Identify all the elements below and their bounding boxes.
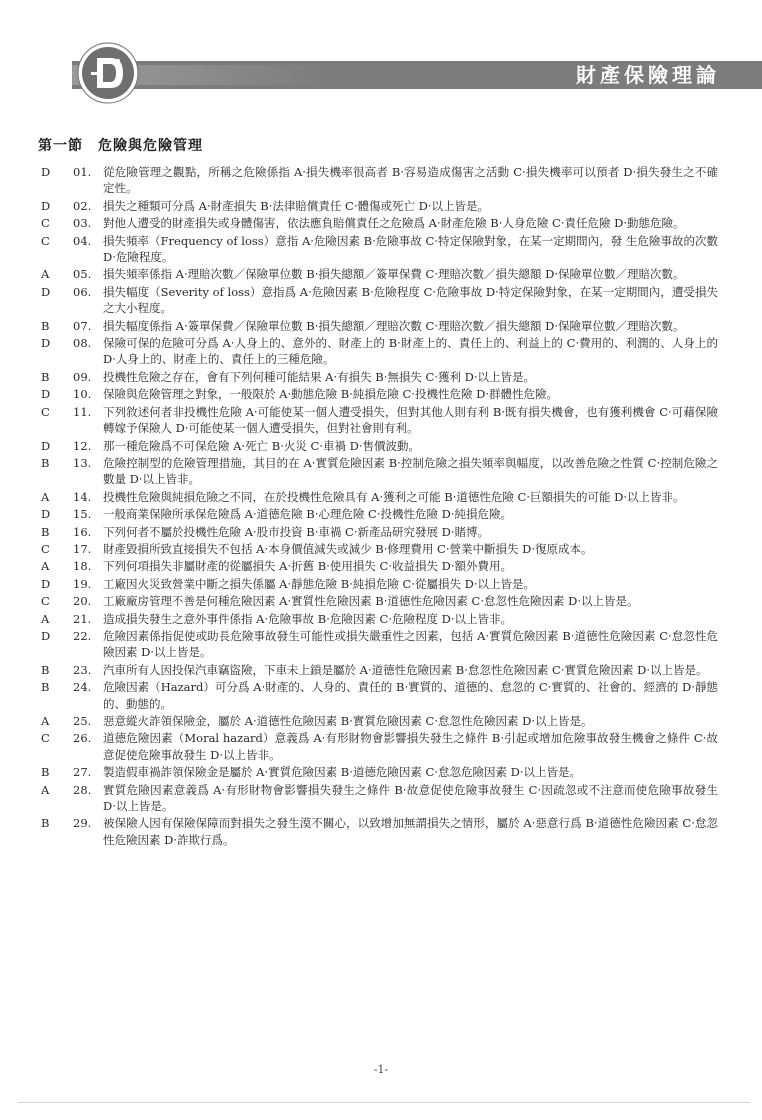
question-number: 13. — [73, 455, 92, 470]
question-item — [0, 198, 762, 214]
question-number: 07. — [73, 318, 92, 333]
answer-key: D — [41, 628, 51, 643]
question-text: 從危險管理之觀點，所稱之危險係指 A‧損失機率很高者 B‧容易造成傷害之活動 C‧損失機率可以預者 D‧損失發生之不確定性。 — [103, 165, 718, 196]
question-item — [0, 266, 762, 282]
question-item — [0, 730, 762, 763]
answer-key: C — [41, 594, 50, 609]
question-item — [0, 386, 762, 402]
question-item — [0, 335, 762, 368]
answer-key: B — [41, 680, 50, 695]
question-number: 15. — [73, 507, 92, 522]
question-number: 04. — [73, 233, 92, 248]
question-item — [0, 284, 762, 317]
question-number: 26. — [73, 731, 92, 746]
question-number: 25. — [73, 714, 92, 728]
answer-key: D — [41, 198, 51, 213]
question-text: 損失之種類可分爲 A‧財產損失 B‧法律賠償責任 C‧體傷或死亡 D‧以上皆是。 — [103, 198, 490, 213]
answer-key: D — [41, 438, 51, 453]
answer-key: A — [41, 267, 50, 282]
question-item — [0, 524, 762, 540]
answer-key: D — [41, 387, 51, 402]
answer-key: C — [41, 404, 50, 419]
question-number: 09. — [73, 369, 92, 384]
answer-key: D — [41, 507, 51, 522]
question-text: 工廠廠房管理不善是何種危險因素 A‧實質性危險因素 B‧道德性危險因素 C‧怠忽性危險因素 D‧以上皆是。 — [103, 594, 639, 609]
answer-key: D — [41, 336, 51, 351]
question-number: 03. — [73, 216, 92, 231]
question-number: 02. — [73, 198, 92, 213]
question-number: 23. — [73, 662, 92, 677]
question-text: 道德危險因素（Moral hazard）意義爲 A‧有形財物會影響損失發生之條件 B‧引起或增加危險事故發生機會之條件 C‧故意促使危險事故發生 D‧以上皆非。 — [103, 731, 718, 762]
question-item — [0, 541, 762, 557]
question-number: 28. — [73, 782, 92, 797]
question-number: 10. — [73, 387, 92, 402]
question-text: 工廠因火災致營業中斷之損失係屬 A‧靜態危險 B‧純損危險 C‧從屬損失 D‧以上皆是。 — [103, 576, 536, 591]
question-item — [0, 404, 762, 437]
question-item — [0, 576, 762, 592]
question-item — [0, 782, 762, 815]
question-item — [0, 764, 762, 780]
answer-key: C — [41, 731, 50, 746]
answer-key: A — [41, 559, 50, 574]
question-item — [0, 628, 762, 661]
question-text: 被保險人因有保險保障而對損失之發生漠不關心，以致增加無謂損失之情形，屬於 A‧惡意行爲 B‧道德性危險因素 C‧怠忽性危險因素 D‧詐欺行爲。 — [103, 816, 718, 847]
question-number: 14. — [73, 489, 92, 504]
question-number: 11. — [73, 404, 92, 419]
answer-key: B — [41, 524, 50, 539]
answer-key: B — [41, 765, 50, 780]
question-text: 危險控制型的危險管理措施，其目的在 A‧實質危險因素 B‧控制危險之損失頻率與幅度，以改善危險之性質 C‧控制危險之數量 D‧以上皆非。 — [103, 455, 718, 487]
question-text: 投機性危險與純損危險之不同，在於投機性危險具有 A‧獲利之可能 B‧道德性危險 C‧巨額損失的可能 D‧以上皆非。 — [103, 489, 685, 504]
answer-key: B — [41, 816, 50, 831]
answer-key: D — [41, 576, 51, 591]
question-number: 08. — [73, 336, 92, 351]
question-text: 下列何者不屬於投機性危險 A‧股市投資 B‧車禍 C‧新產品研究發展 D‧賭博。 — [103, 524, 490, 539]
question-item — [0, 611, 762, 627]
question-text: 危險因素（Hazard）可分爲 A‧財產的、人身的、責任的 B‧實質的、道德的、怠忽的 C‧實質的、社會的、經濟的 D‧靜態的、動態的。 — [103, 680, 718, 711]
answer-key: A — [41, 611, 50, 626]
question-item — [0, 455, 762, 488]
question-item — [0, 438, 762, 454]
question-item — [0, 662, 762, 678]
section-title: 第一節 危險與危險管理 — [38, 138, 203, 154]
answer-key: A — [41, 489, 50, 504]
answer-key: D — [41, 284, 51, 299]
question-list — [0, 164, 762, 849]
answer-key: C — [41, 233, 50, 248]
question-item — [0, 679, 762, 712]
question-item — [0, 369, 762, 385]
answer-key: A — [41, 782, 50, 797]
question-number: 27. — [73, 765, 92, 780]
question-number: 22. — [73, 628, 92, 643]
question-text: 損失幅度（Severity of loss）意指爲 A‧危險因素 B‧危險程度 C‧危險事故 D‧特定保險對象，在某一定期間內，遭受損失之大小程度。 — [103, 284, 718, 316]
question-item — [0, 713, 762, 729]
question-text: 投機性危險之存在，會有下列何種可能結果 A‧有損失 B‧無損失 C‧獲利 D‧以上皆是。 — [103, 369, 536, 384]
question-item — [0, 558, 762, 574]
question-number: 18. — [73, 559, 92, 574]
question-text: 惡意縱火詐領保險金，屬於 A‧道德性危險因素 B‧實質危險因素 C‧怠忽性危險因素 D‧以上皆是。 — [103, 714, 593, 728]
question-text: 實質危險因素意義爲 A‧有形財物會影響損失發生之條件 B‧故意促使危險事故發生 C‧因疏忽或不注意而使危險事故發生 D‧以上皆是。 — [103, 782, 718, 814]
question-item — [0, 215, 762, 231]
answer-key: C — [41, 216, 50, 231]
question-text: 損失頻率係指 A‧理賠次數／保險單位數 B‧損失總額／簽單保費 C‧理賠次數／損失總額 D‧保險單位數／理賠次數。 — [103, 267, 685, 282]
question-item — [0, 164, 762, 197]
question-item — [0, 489, 762, 505]
question-text: 下列何項損失非屬財產的從屬損失 A‧折舊 B‧使用損失 C‧收益損失 D‧額外費用。 — [103, 559, 513, 574]
question-item — [0, 593, 762, 609]
publisher-logo — [77, 42, 139, 104]
question-text: 一般商業保險所承保危險爲 A‧道德危險 B‧心理危險 C‧投機性危險 D‧純損危險。 — [103, 507, 513, 522]
question-number: 17. — [73, 541, 92, 556]
question-number: 20. — [73, 594, 92, 609]
question-number: 24. — [73, 680, 92, 695]
question-text: 造成損失發生之意外事件係指 A‧危險事故 B‧危險因素 C‧危險程度 D‧以上皆非。 — [103, 611, 513, 626]
question-text: 下列敘述何者非投機性危險 A‧可能使某一個人遭受損失，但對其他人則有利 B‧既有損失機會，也有獲利機會 C‧可藉保險轉嫁予保險人 D‧可能使某一個人遭受損失，但對社會則有利。 — [103, 404, 718, 436]
question-text: 對他人遭受的財產損失或身體傷害，依法應負賠償責任之危險爲 A‧財產危險 B‧人身危險 C‧責任危險 D‧動態危險。 — [103, 216, 685, 231]
question-text: 財產毀損所致直接損失不包括 A‧本身價值減失或減少 B‧修理費用 C‧營業中斷損失 D‧復原成本。 — [103, 541, 593, 556]
question-number: 05. — [73, 267, 92, 282]
question-item — [0, 506, 762, 522]
answer-key: B — [41, 369, 50, 384]
question-item — [0, 815, 762, 848]
answer-key: B — [41, 455, 50, 470]
question-text: 製造假車禍詐領保險金是屬於 A‧實質危險因素 B‧道德危險因素 C‧怠忽危險因素 D‧以上皆是。 — [103, 765, 582, 780]
question-text: 損失頻率（Frequency of loss）意指 A‧危險因素 B‧危險事故 C‧特定保險對象，在某一定期間內，發 生危險事故的次數 D‧危險程度。 — [103, 233, 718, 265]
question-number: 01. — [73, 165, 92, 179]
page-number: -1- — [373, 1063, 389, 1076]
answer-key: C — [41, 541, 50, 556]
answer-key: A — [41, 714, 50, 728]
question-text: 損失幅度係指 A‧簽單保費／保險單位數 B‧損失總額／理賠次數 C‧理賠次數／損失總額 D‧保險單位數／理賠次數。 — [103, 318, 685, 333]
question-number: 16. — [73, 524, 92, 539]
page-bottom-rule — [18, 1102, 750, 1103]
answer-key: B — [41, 318, 50, 333]
question-number: 29. — [73, 816, 92, 831]
answer-key: D — [41, 165, 51, 179]
question-text: 那一種危險爲不可保危險 A‧死亡 B‧火災 C‧車禍 D‧售價波動。 — [103, 438, 421, 453]
question-item — [0, 318, 762, 334]
question-number: 21. — [73, 611, 92, 626]
answer-key: B — [41, 662, 50, 677]
question-text: 危險因素係指促使或助長危險事故發生可能性或損失嚴重性之因素，包括 A‧實質危險因素 B‧道德性危險因素 C‧怠忽性危險因素 D‧以上皆是。 — [103, 628, 718, 660]
question-number: 06. — [73, 284, 92, 299]
question-number: 19. — [73, 576, 92, 591]
question-text: 保險可保的危險可分爲 A‧人身上的、意外的、財產上的 B‧財產上的、責任上的、利益上的 C‧費用的、利潤的、人身上的 D‧人身上的、財產上的、責任上的三種危險。 — [103, 336, 718, 367]
question-text: 保險與危險管理之對象，一般限於 A‧動態危險 B‧純損危險 C‧投機性危險 D‧群體性危險。 — [103, 387, 559, 402]
question-item — [0, 233, 762, 266]
question-text: 汽車所有人因投保汽車竊盜險，下車未上鎖是屬於 A‧道德性危險因素 B‧怠忽性危險因素 C‧實質危險因素 D‧以上皆是。 — [103, 662, 708, 677]
question-number: 12. — [73, 438, 92, 453]
book-title: 財產保險理論 — [576, 63, 720, 87]
